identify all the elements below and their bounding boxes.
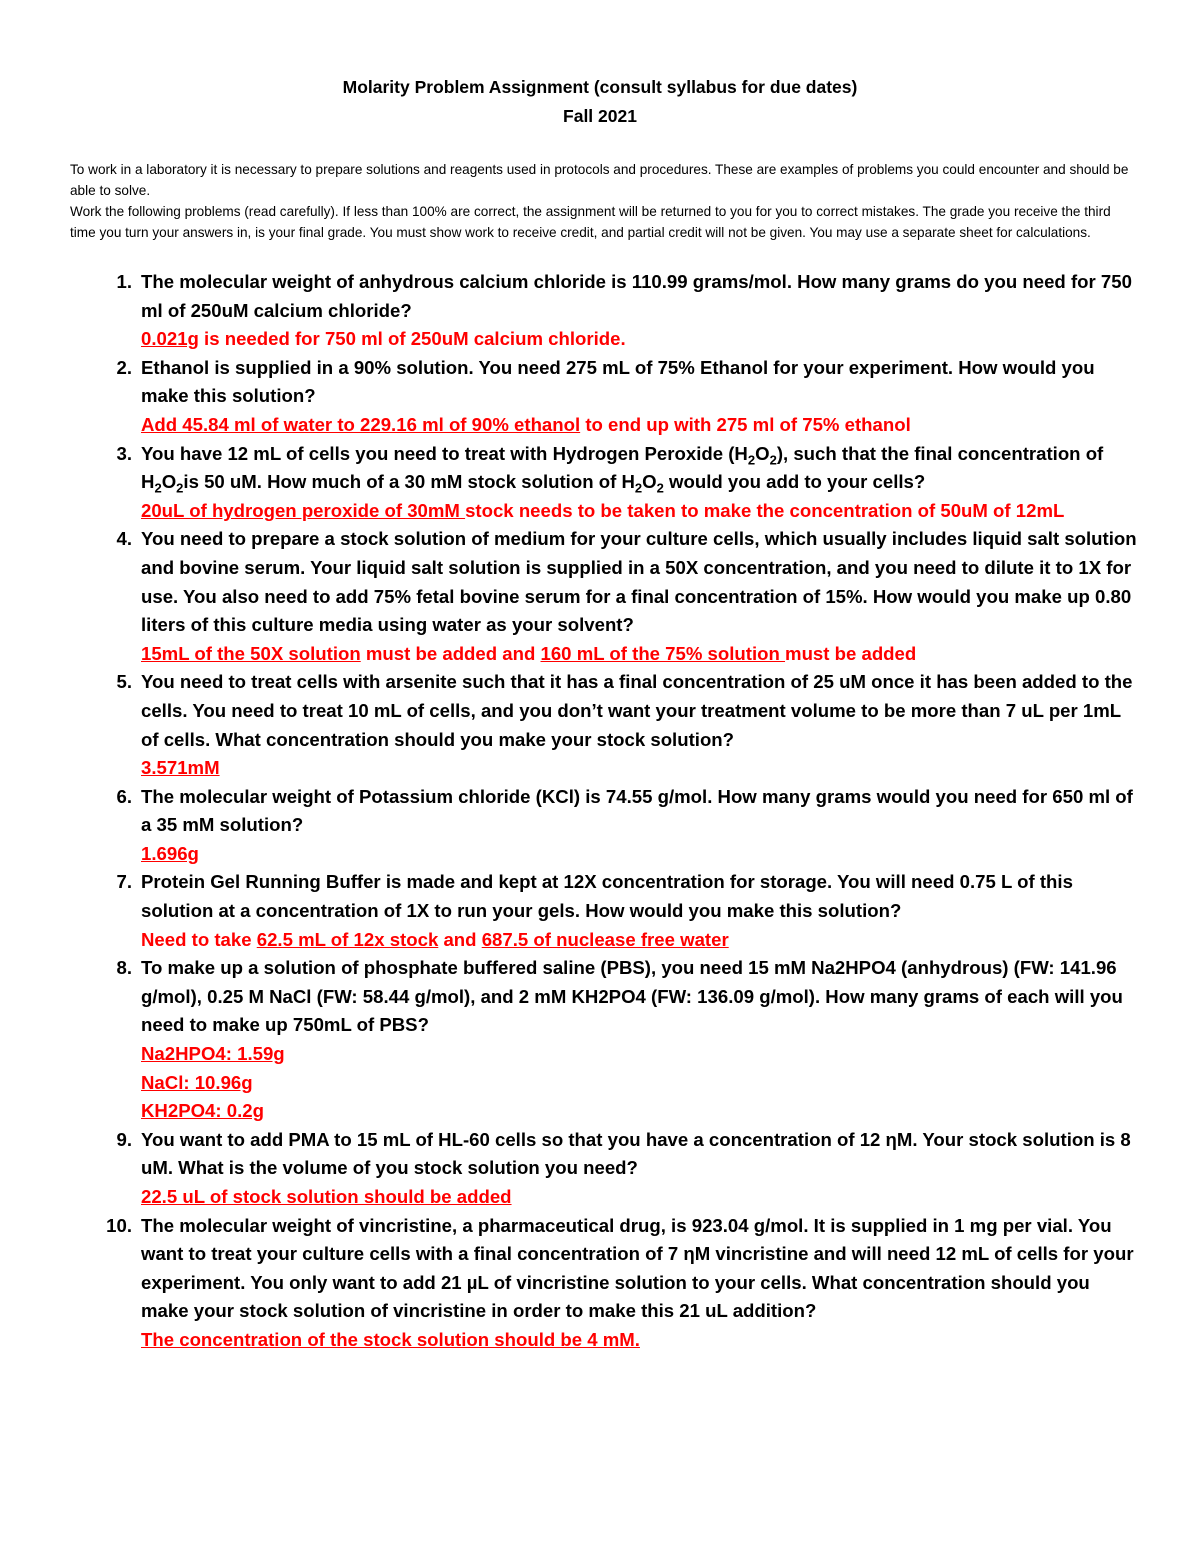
answer-underlined: 20uL of hydrogen peroxide of 30mM: [141, 499, 466, 521]
problem-2: [100, 354, 1140, 440]
problem-4: [100, 525, 1140, 668]
problem-answer: [141, 926, 1140, 955]
question-part: O: [161, 471, 177, 493]
problem-answer: [141, 640, 1140, 669]
problem-number: 9.: [116, 1128, 132, 1150]
problem-9: [100, 1126, 1140, 1212]
answer-text: and: [438, 928, 482, 950]
problem-6: [100, 783, 1140, 869]
problem-answer: [141, 325, 1140, 354]
problem-8: [100, 954, 1140, 1126]
problem-question: You want to add PMA to 15 mL of HL-60 cells so that you have a concentration of 12 ηM. Your stock solution is 8 uM. What is the volume of you stock solution you need?: [141, 1128, 1131, 1179]
problem-number: 7.: [116, 871, 132, 893]
problem-number: 10.: [106, 1214, 132, 1236]
problem-number: 2.: [116, 356, 132, 378]
problem-question: You need to treat cells with arsenite such that it has a final concentration of 25 uM once it has been added to the cells. You need to treat 10 mL of cells, and you don’t want your treatment volume to be more than 7 uL per 1mL of cells. What concentration should you make your stock solution?: [141, 671, 1133, 750]
problem-number: 4.: [116, 528, 132, 550]
problem-10: [100, 1212, 1140, 1355]
subscript: 2: [634, 480, 643, 496]
answer-underlined: 15mL of the 50X solution: [141, 642, 361, 664]
problem-answer: [141, 840, 1140, 869]
problem-answer: Na2HPO4: 1.59g: [141, 1043, 285, 1065]
problem-3: [100, 440, 1140, 526]
problem-answer: [141, 411, 1140, 440]
problem-number: 5.: [116, 671, 132, 693]
problem-7: [100, 868, 1140, 954]
problem-answer: NaCl: 10.96g: [141, 1071, 253, 1093]
question-part: ), such that the final concentration of H: [141, 442, 1104, 493]
question-part: would you add to your cells?: [663, 471, 926, 493]
subscript: 2: [154, 480, 162, 496]
problem-5: [100, 668, 1140, 782]
problem-question: [141, 442, 1104, 496]
problem-question: The molecular weight of vincristine, a pharmaceutical drug, is 923.04 g/mol. It is supplied in 1 mg per vial. You want to treat your culture cells with a final concentration of 7 ηM vincristine and will need 12 mL of cells for your experiment. You only want to add 21 µL of vincristine solution to your cells. What concentration should you make your stock solution of vincristine in order to make this 21 uL addition?: [141, 1214, 1134, 1322]
answer-underlined: 3.571mM: [141, 757, 220, 779]
problem-question: Protein Gel Running Buffer is made and kept at 12X concentration for storage. You will need 0.75 L of this solution at a concentration of 1X to run your gels. How would you make this solution?: [141, 871, 1073, 922]
intro-paragraph-2: Work the following problems (read carefully). If less than 100% are correct, the assignment will be returned to you for you to correct mistakes. The grade you receive the third time you turn your answers in, is your final grade. You must show work to receive credit, and partial credit will not be given. You may use a separate sheet for calculations.: [70, 204, 1111, 240]
answer-underlined: 1.696g: [141, 842, 199, 864]
problem-answer: [141, 1183, 1140, 1212]
problem-number: 6.: [116, 785, 132, 807]
problem-number: 3.: [116, 442, 132, 464]
answer-underlined: 22.5 uL of stock solution should be added: [141, 1186, 512, 1207]
question-part: is 50 uM. How much of a 30 mM stock solution of H: [183, 471, 635, 493]
problem-1: [100, 268, 1140, 354]
problem-number: 1.: [116, 271, 132, 292]
problem-answer: [141, 1326, 1140, 1355]
answer-text: to end up with 275 ml of 75% ethanol: [580, 413, 911, 435]
problem-question: The molecular weight of Potassium chloride (KCl) is 74.55 g/mol. How many grams would you need for 650 ml of a 35 mM solution?: [141, 785, 1133, 836]
problem-question: To make up a solution of phosphate buffered saline (PBS), you need 15 mM Na2HPO4 (anhydrous) (FW: 141.96 g/mol), 0.25 M NaCl (FW: 58.44 g/mol), and 2 mM KH2PO4 (FW: 136.09 g/mol). How many grams of each will you need to make up 750mL of PBS?: [141, 957, 1123, 1036]
answer-text: must be added: [785, 642, 917, 664]
document-term: Fall 2021: [563, 106, 637, 126]
document-title: Molarity Problem Assignment (consult syllabus for due dates): [342, 77, 858, 97]
answer-text: stock needs to be taken to make the concentration of 50uM of 12mL: [465, 499, 1065, 521]
problem-answer: KH2PO4: 0.2g: [141, 1100, 264, 1122]
answer-underlined: 687.5 of nuclease free water: [481, 928, 729, 950]
answer-underlined: 0.021g: [141, 328, 199, 350]
problem-question: The molecular weight of anhydrous calcium chloride is 110.99 grams/mol. How many grams do you need for 750 ml of 250uM calcium chloride?: [141, 271, 1132, 321]
answer-text: Need to take: [141, 928, 257, 950]
question-part: O: [755, 442, 770, 464]
subscript: 2: [747, 452, 756, 468]
problem-answer: [141, 497, 1140, 526]
problem-question: You need to prepare a stock solution of medium for your culture cells, which usually includes liquid salt solution and bovine serum. Your liquid salt solution is supplied in a 50X concentration, and you need to dilute it to 1X for use. You also need to add 75% fetal bovine serum for a final concentration of 15%. How would you make up 0.80 liters of this culture media using water as your solvent?: [141, 528, 1137, 636]
answer-text: is needed for 750 ml of 250uM calcium chloride.: [198, 328, 626, 350]
answer-underlined: The concentration of the stock solution should be 4 mM.: [141, 1328, 640, 1350]
intro-paragraph-1: To work in a laboratory it is necessary to prepare solutions and reagents used in protocols and procedures. These are examples of problems you could encounter and should be able to solve.: [70, 162, 1129, 198]
answer-underlined: 62.5 mL of 12x stock: [256, 928, 439, 950]
question-part: O: [642, 471, 657, 493]
answer-underlined: 160 mL of the 75% solution: [540, 642, 786, 664]
subscript: 2: [176, 480, 184, 496]
subscript: 2: [656, 480, 664, 496]
subscript: 2: [769, 452, 777, 468]
problem-number: 8.: [116, 957, 132, 979]
problem-answer: [141, 754, 1140, 783]
problem-list: [100, 268, 1140, 1355]
problem-question: Ethanol is supplied in a 90% solution. You need 275 mL of 75% Ethanol for your experiment. How would you make this solution?: [141, 356, 1095, 407]
answer-underlined: Add 45.84 ml of water to 229.16 ml of 90% ethanol: [141, 413, 581, 435]
question-part: You have 12 mL of cells you need to treat with Hydrogen Peroxide (H: [141, 442, 748, 464]
answer-text: must be added and: [360, 642, 541, 664]
